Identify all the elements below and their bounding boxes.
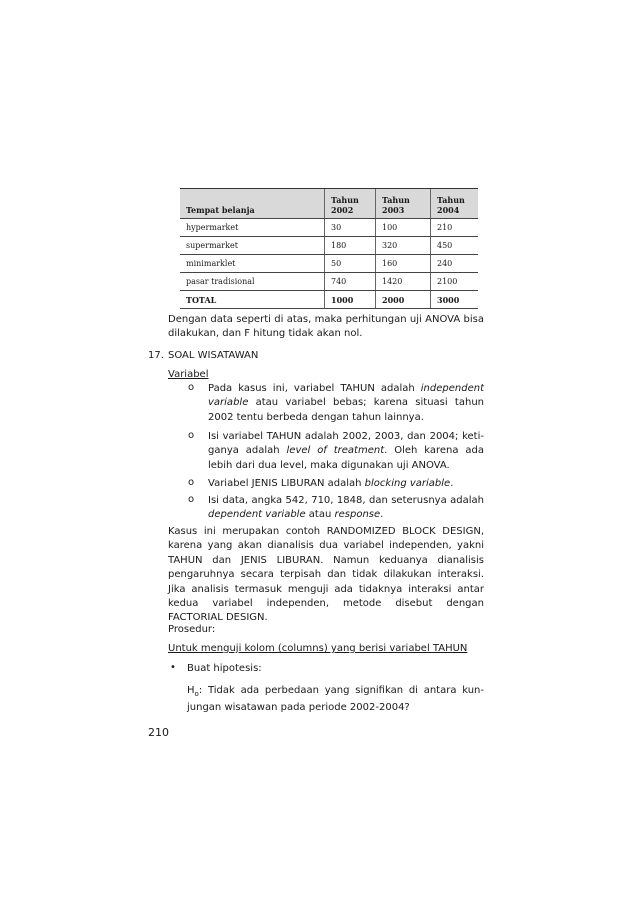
- table-cell: 100: [376, 219, 431, 237]
- dot-bullet: •: [170, 662, 176, 673]
- header-tahun-2002: Tahun 2002: [325, 189, 376, 219]
- bullet-marker: o: [188, 382, 195, 393]
- bullet-marker: o: [188, 477, 195, 488]
- table-cell: minimarklet: [180, 255, 325, 273]
- table-total-row: [180, 291, 478, 309]
- table-row: [180, 219, 478, 237]
- table-cell: 210: [431, 219, 479, 237]
- table-row: [180, 237, 478, 255]
- uji-kolom-heading: Untuk menguji kolom (columns) yang berisi variabel TAHUN: [168, 643, 468, 654]
- table-cell: 30: [325, 219, 376, 237]
- variabel-item-1: Pada kasus ini, variabel TAHUN adalah independent variable atau variabel bebas; karena situasi tahun 2002 tentu berbeda dengan tahun lainnya.: [208, 383, 484, 423]
- table-cell: 1000: [325, 291, 376, 309]
- table-row: [180, 255, 478, 273]
- table-cell: 180: [325, 237, 376, 255]
- header-tahun-2003: Tahun 2003: [376, 189, 431, 219]
- table-cell: 2100: [431, 273, 479, 291]
- variabel-item-2: Isi variabel TAHUN adalah 2002, 2003, dan 2004; keti-ganya adalah level of treatment. Oleh karena ada lebih dari dua level, maka digunakan uji ANOVA.: [208, 431, 484, 471]
- bullet-marker: o: [188, 430, 195, 441]
- table-cell: 2000: [376, 291, 431, 309]
- table-cell: supermarket: [180, 237, 325, 255]
- data-table: [180, 188, 478, 309]
- header-tahun-2004: Tahun 2004: [431, 189, 479, 219]
- table-header-row: [180, 189, 478, 219]
- table-cell: pasar tradisional: [180, 273, 325, 291]
- variabel-item-4: Isi data, angka 542, 710, 1848, dan seterusnya adalah dependent variable atau response.: [208, 495, 484, 521]
- table-cell: 740: [325, 273, 376, 291]
- paragraph-anova: Dengan data seperti di atas, maka perhitungan uji ANOVA bisa dilakukan, dan F hitung tidak akan nol.: [168, 314, 484, 340]
- table-cell: 320: [376, 237, 431, 255]
- table-cell: 450: [431, 237, 479, 255]
- bullet-marker: o: [188, 494, 195, 505]
- buat-hipotesis: Buat hipotesis:: [187, 663, 262, 674]
- table-cell: hypermarket: [180, 219, 325, 237]
- paragraph-kasus: Kasus ini merupakan contoh RANDOMIZED BLOCK DESIGN, karena yang akan dianalisis dua variabel independen, yakni TAHUN dan JENIS LIBURAN. Namun keduanya dianalisis pengaruhnya secara terpisah dan tidak dilakukan interaksi. Jika analisis termasuk menguji ada tidaknya interaksi antar kedua variabel independen, metode disebut dengan FACTORIAL DESIGN.: [168, 526, 484, 624]
- table-cell: 240: [431, 255, 479, 273]
- table-cell: 160: [376, 255, 431, 273]
- variabel-item-3: Variabel JENIS LIBURAN adalah blocking variable.: [208, 478, 454, 489]
- hipotesis-h0: $H_o$: Tidak ada perbedaan yang signifikan di antara kun-jungan wisatawan pada periode 2002-2004?: [187, 685, 484, 714]
- table-cell: TOTAL: [180, 291, 325, 309]
- table-cell: 1420: [376, 273, 431, 291]
- prosedur-label: Prosedur:: [168, 624, 216, 635]
- variabel-heading: Variabel: [168, 369, 209, 380]
- table-cell: 50: [325, 255, 376, 273]
- section-title: SOAL WISATAWAN: [168, 350, 259, 361]
- section-number: 17.: [148, 350, 164, 361]
- table-row: [180, 273, 478, 291]
- page-number: 210: [148, 726, 169, 739]
- table-cell: 3000: [431, 291, 479, 309]
- header-tempat-belanja: Tempat belanja: [180, 189, 325, 219]
